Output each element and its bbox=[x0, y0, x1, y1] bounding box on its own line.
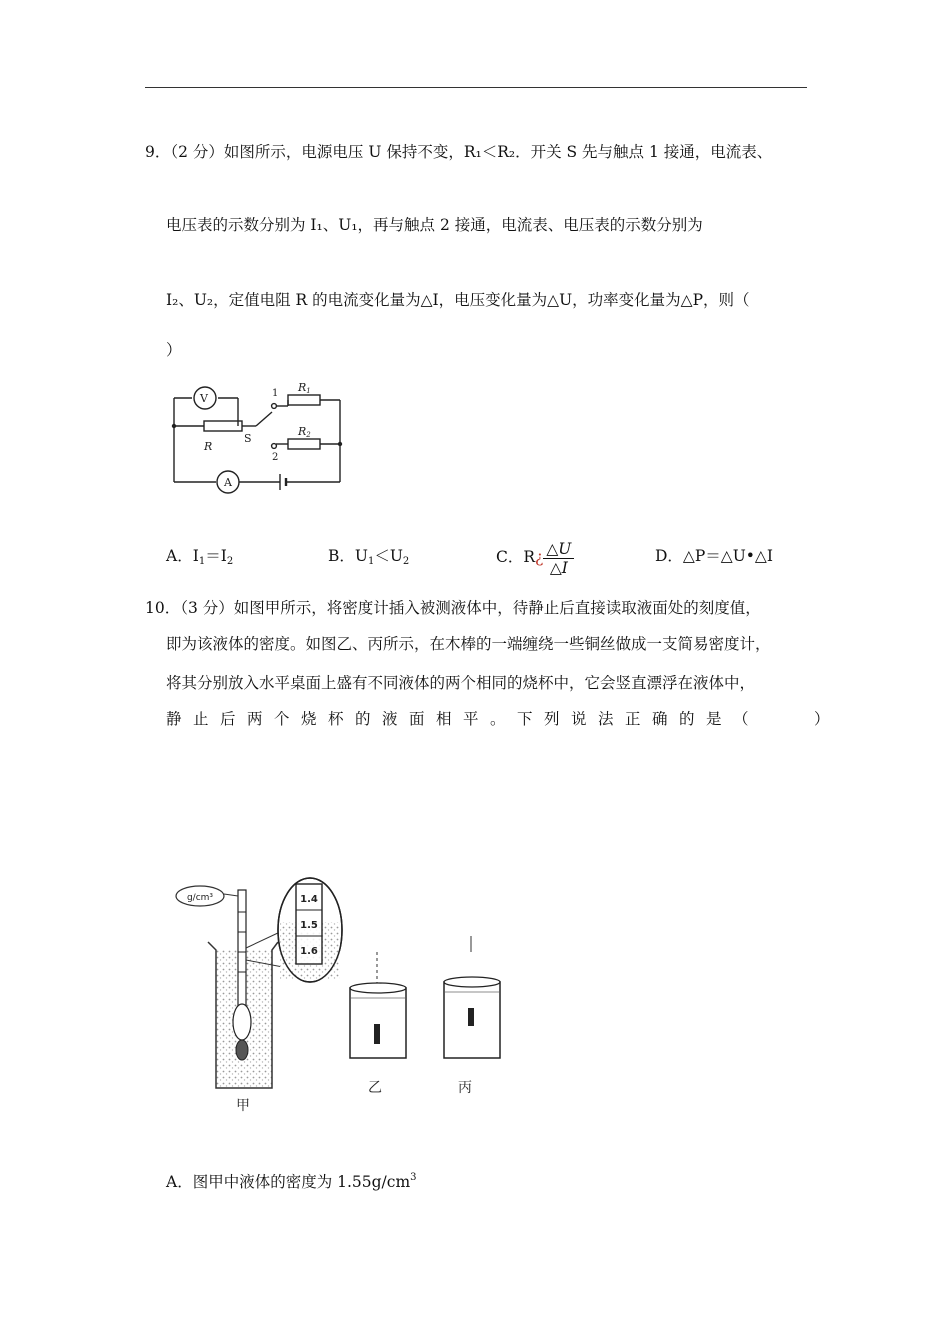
q10-line-3: 将其分别放入水平桌面上盛有不同液体的两个相同的烧杯中，它会竖直漂浮在液体中， bbox=[166, 674, 756, 692]
q9-option-c-fraction: $\frac{\triangle U}{\triangle I}$ bbox=[543, 540, 574, 577]
q9-option-c: C．R¿ $\frac{\triangle U}{\triangle I}$ bbox=[496, 538, 574, 577]
resistor-r2-label: R2 bbox=[298, 425, 311, 439]
resistor-r1-label: R1 bbox=[298, 381, 311, 395]
q9-option-b: B．$U_1<U_2$ bbox=[328, 547, 410, 567]
switch-label: S bbox=[244, 432, 252, 445]
resistor-r2 bbox=[288, 439, 320, 449]
q9-line-3: I₂、U₂，定值电阻 R 的电流变化量为△I，电压变化量为△U，功率变化量为△P，则（ bbox=[166, 291, 750, 309]
q10-line-1: 10．（3 分）如图甲所示，将密度计插入被测液体中，待静止后直接读取液面处的刻度值， bbox=[145, 599, 761, 617]
contact-1-label: 1 bbox=[272, 388, 279, 399]
resistor-r-label: R bbox=[204, 440, 213, 453]
resistor-r bbox=[204, 421, 242, 431]
unit-label: g/cm³ bbox=[186, 893, 214, 903]
q9-circuit-diagram bbox=[160, 378, 360, 498]
voltmeter-label: V bbox=[200, 392, 208, 405]
q9-line-1: 9．（2 分）如图所示，电源电压 U 保持不变，R₁＜R₂．开关 S 先与触点 1 接通，电流表、 bbox=[145, 143, 773, 161]
scale-mark-2: 1.5 bbox=[300, 920, 318, 931]
beaker-yi bbox=[350, 952, 406, 1058]
label-bing: 丙 bbox=[458, 1080, 472, 1096]
q10-line-4: 静止后两个烧杯的液面相平。下列说法正确的是（ ） bbox=[166, 710, 842, 728]
q10-line-2: 即为该液体的密度。如图乙、丙所示，在木棒的一端缠绕一些铜丝做成一支简易密度计， bbox=[166, 635, 771, 653]
label-jia: 甲 bbox=[236, 1098, 250, 1114]
resistor-r1 bbox=[288, 395, 320, 405]
unit-callout bbox=[176, 886, 238, 906]
q9-line-2: 电压表的示数分别为 I₁、U₁，再与触点 2 接通，电流表、电压表的示数分别为 bbox=[166, 216, 703, 234]
scale-mark-3: 1.6 bbox=[300, 946, 318, 957]
q10-hydrometer-figure bbox=[168, 872, 508, 1122]
contact-2-label: 2 bbox=[272, 452, 279, 463]
switch-s bbox=[256, 412, 272, 426]
beaker-bing bbox=[444, 936, 500, 1058]
header-rule bbox=[145, 87, 807, 88]
label-yi: 乙 bbox=[368, 1080, 382, 1096]
ammeter-label: A bbox=[224, 476, 232, 489]
q9-option-a: A．$I_1=I_2$ bbox=[166, 547, 234, 567]
scale-mark-1: 1.4 bbox=[300, 894, 318, 905]
q10-option-a: A．图甲中液体的密度为 $1.55g/cm^3$ bbox=[166, 1172, 417, 1191]
q9-line-4: ） bbox=[166, 341, 182, 359]
q9-option-d: D．△P＝△U•△I bbox=[655, 547, 773, 565]
